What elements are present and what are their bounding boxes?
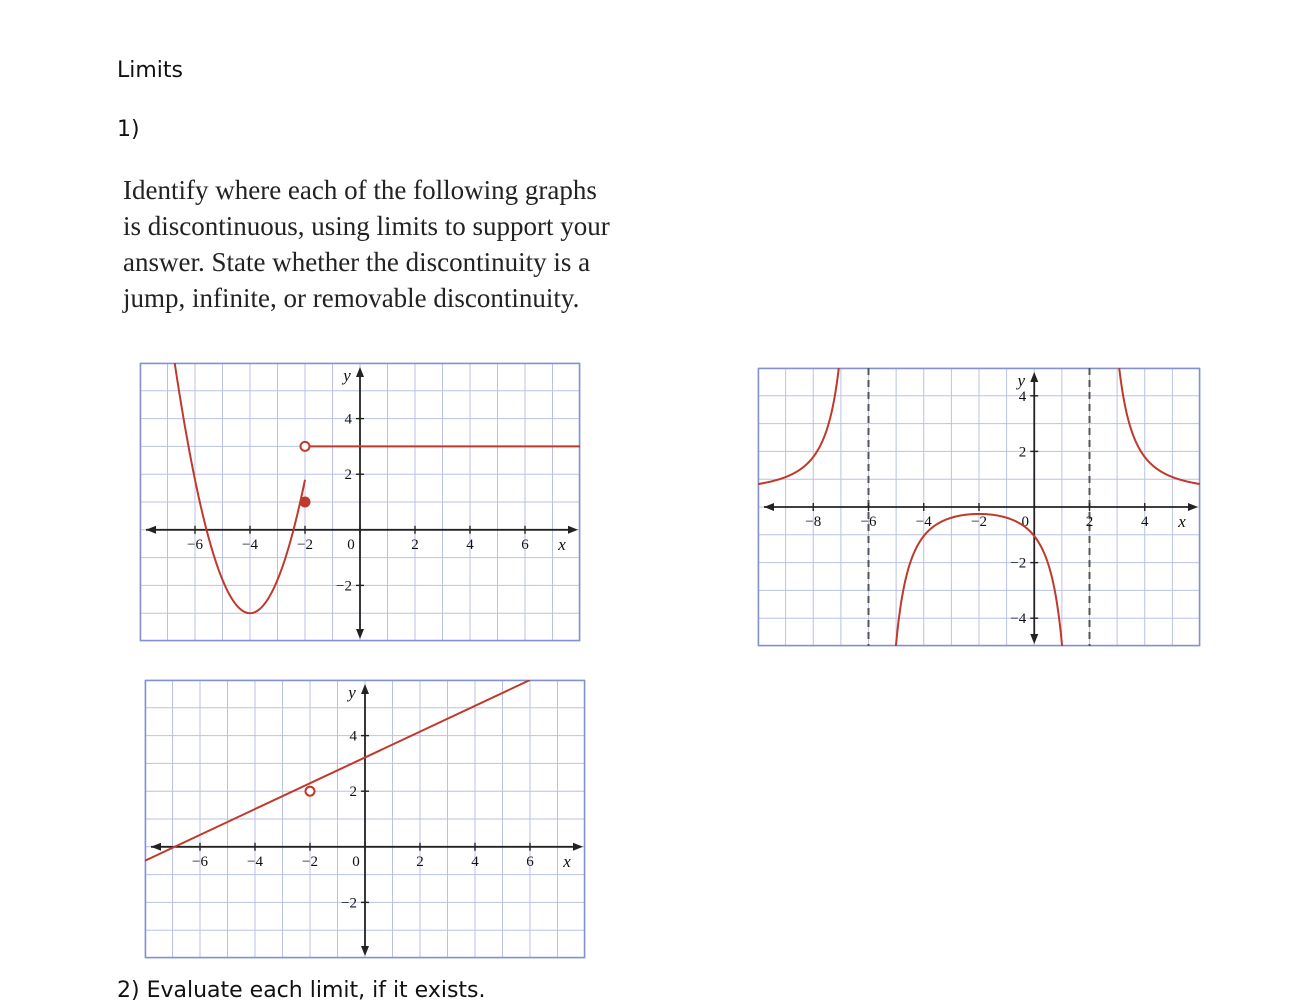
y-tick-label: −2 [336,578,352,595]
y-axis-label: y [1017,371,1026,390]
open-point [306,787,315,796]
y-tick-label: 2 [349,784,357,801]
graph-c-plot [758,368,1200,646]
x-tick-label: −4 [915,514,932,530]
y-tick-label: 2 [1018,444,1027,461]
x-axis-arrow [151,843,161,851]
prompt-line: answer. State whether the discontinuity is a [123,247,591,277]
x-axis-arrow [1188,503,1198,511]
question-prompt [123,172,683,316]
curve [1092,285,1200,484]
x-tick-label: 2 [416,853,424,870]
y-axis-arrow [361,684,369,694]
x-tick-label: 4 [466,536,474,553]
x-tick-label: 2 [1085,514,1094,530]
x-axis-arrow [146,526,156,534]
x-tick-label: 0 [352,853,360,870]
closed-point [301,498,310,507]
y-axis-arrow [356,629,364,639]
open-point [301,442,310,451]
y-axis-arrow [1030,634,1038,644]
x-tick-label: −8 [805,514,822,530]
y-axis-label: y [343,366,351,385]
y-tick-label: 4 [1018,388,1027,405]
graph-b [145,680,585,958]
y-tick-label: 4 [349,728,357,745]
x-tick-label: −2 [302,853,318,870]
y-axis-arrow [356,367,364,377]
y-tick-label: 4 [344,411,352,428]
x-axis-label: x [1178,512,1186,531]
x-axis-label: x [563,851,571,871]
prompt-line: is discontinuous, using limits to support your [123,211,610,241]
x-tick-label: −4 [247,853,263,870]
prompt-line: jump, infinite, or removable discontinuity. [123,283,580,313]
x-tick-label: 6 [521,536,529,553]
x-tick-label: −6 [187,536,203,553]
y-axis-arrow [361,946,369,956]
x-axis-arrow [573,843,583,851]
y-axis-label: y [348,683,356,702]
graph-b-plot [145,680,585,958]
x-tick-label: 0 [1021,514,1029,530]
question-number: 1) [117,117,140,142]
document-title: Limits [117,58,183,83]
x-tick-label: 6 [526,853,534,870]
y-axis-arrow [1030,372,1038,382]
x-axis-arrow [764,503,774,511]
x-tick-label: −4 [242,536,258,553]
graph-a-plot [140,363,580,641]
x-tick-label: 4 [471,853,479,870]
y-tick-label: −4 [1010,611,1027,628]
next-question-partial: 2) Evaluate each limit, if it exists. [117,978,486,1003]
curve [758,285,866,484]
graph-a [140,363,580,641]
x-tick-label: 0 [347,536,355,553]
x-tick-label: −6 [860,514,877,530]
x-tick-label: 4 [1141,514,1149,530]
x-axis-arrow [568,526,578,534]
x-tick-label: 2 [411,536,419,553]
graph-c [758,368,1200,646]
y-tick-label: −2 [341,895,357,912]
y-tick-label: 2 [344,467,352,484]
prompt-line: Identify where each of the following graphs [123,175,597,205]
x-tick-label: −2 [971,514,987,530]
y-tick-label: −2 [1010,555,1027,572]
x-tick-label: −6 [192,853,208,870]
x-tick-label: −2 [297,536,313,553]
x-axis-label: x [558,534,566,554]
